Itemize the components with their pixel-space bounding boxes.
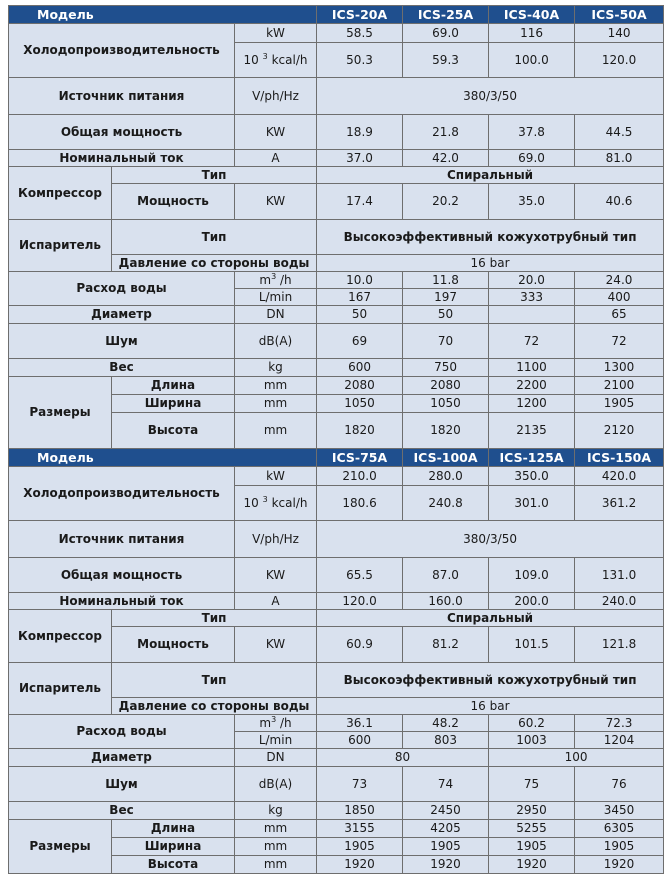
- model-name: ICS-20A: [317, 6, 403, 24]
- value-cell: 70: [403, 324, 489, 359]
- unit-lmin: L/min: [235, 732, 317, 749]
- value-cell: 18.9: [317, 115, 403, 150]
- value-cell: 72.3: [575, 715, 664, 732]
- value-cell: 109.0: [489, 558, 575, 593]
- noise-row: [9, 324, 664, 359]
- type-label: Тип: [112, 663, 317, 698]
- power-label: Мощность: [112, 184, 235, 220]
- unit-m3h: $m^3$ /h: [235, 272, 317, 289]
- value-cell: 72: [489, 324, 575, 359]
- value-cell: 400: [575, 289, 664, 306]
- value-cell: 1920: [575, 856, 664, 874]
- water-pressure-label: Давление со стороны воды: [112, 698, 317, 715]
- value-cell: 1050: [317, 395, 403, 413]
- evaporator-label: Испаритель: [9, 663, 112, 715]
- weight-row: [9, 802, 664, 820]
- unit-kcal: 10 $^3$ kcal/h: [235, 486, 317, 521]
- model-header-row: [9, 6, 664, 24]
- value-cell: 140: [575, 24, 664, 43]
- value-cell: 101.5: [489, 627, 575, 663]
- value-cell: 200.0: [489, 593, 575, 610]
- value-cell: 50: [317, 306, 403, 324]
- value-cell: 65.5: [317, 558, 403, 593]
- value-cell: 24.0: [575, 272, 664, 289]
- value-cell: 10.0: [317, 272, 403, 289]
- value-cell: 3450: [575, 802, 664, 820]
- model-name: ICS-100A: [403, 449, 489, 467]
- value-cell: 44.5: [575, 115, 664, 150]
- value-cell: 2450: [403, 802, 489, 820]
- dimensions-label: Размеры: [9, 820, 112, 874]
- value-cell: 2200: [489, 377, 575, 395]
- unit-kw: KW: [235, 184, 317, 220]
- rated-current-row: [9, 593, 664, 610]
- value-cell: 37.8: [489, 115, 575, 150]
- weight-label: Вес: [9, 359, 235, 377]
- water-pressure-label: Давление со стороны воды: [112, 255, 317, 272]
- value-cell: 42.0: [403, 150, 489, 167]
- model-name: ICS-125A: [489, 449, 575, 467]
- rated-current-row: [9, 150, 664, 167]
- capacity-label: Холодопроизводительность: [9, 24, 235, 78]
- unit-kg: kg: [235, 359, 317, 377]
- compressor-type-value: Спиральный: [317, 610, 664, 627]
- water-flow-m3h-row: [9, 272, 664, 289]
- value-cell: 6305: [575, 820, 664, 838]
- value-cell: 17.4: [317, 184, 403, 220]
- value-cell: 116: [489, 24, 575, 43]
- capacity-label: Холодопроизводительность: [9, 467, 235, 521]
- value-cell: 35.0: [489, 184, 575, 220]
- value-cell: 333: [489, 289, 575, 306]
- value-cell: 301.0: [489, 486, 575, 521]
- value-cell: 120.0: [317, 593, 403, 610]
- length-label: Длина: [112, 377, 235, 395]
- value-cell: 2950: [489, 802, 575, 820]
- model-name: ICS-40A: [489, 6, 575, 24]
- unit-dba: dB(A): [235, 767, 317, 802]
- value-cell: 76: [575, 767, 664, 802]
- rated-current-label: Номинальный ток: [9, 150, 235, 167]
- value-cell: 50: [403, 306, 489, 324]
- value-cell: 37.0: [317, 150, 403, 167]
- value-cell: 1820: [403, 413, 489, 449]
- height-label: Высота: [112, 856, 235, 874]
- value-cell: 87.0: [403, 558, 489, 593]
- rated-current-label: Номинальный ток: [9, 593, 235, 610]
- value-cell: 1300: [575, 359, 664, 377]
- unit-m3h: $m^3$ /h: [235, 715, 317, 732]
- unit-dn: DN: [235, 749, 317, 767]
- value-cell: 11.8: [403, 272, 489, 289]
- value-cell: 600: [317, 359, 403, 377]
- value-cell: 80: [317, 749, 489, 767]
- unit-amp: A: [235, 593, 317, 610]
- type-label: Тип: [112, 220, 317, 255]
- unit-mm: mm: [235, 856, 317, 874]
- value-cell: 1905: [403, 838, 489, 856]
- width-label: Ширина: [112, 395, 235, 413]
- value-cell: 210.0: [317, 467, 403, 486]
- dimensions-label: Размеры: [9, 377, 112, 449]
- value-cell: 36.1: [317, 715, 403, 732]
- value-cell: 72: [575, 324, 664, 359]
- unit-kw: kW: [235, 467, 317, 486]
- noise-label: Шум: [9, 767, 235, 802]
- value-cell: 1905: [575, 838, 664, 856]
- value-cell: [489, 306, 575, 324]
- value-cell: 60.9: [317, 627, 403, 663]
- value-cell: 420.0: [575, 467, 664, 486]
- value-cell: 2080: [317, 377, 403, 395]
- length-label: Длина: [112, 820, 235, 838]
- value-cell: 131.0: [575, 558, 664, 593]
- value-cell: 73: [317, 767, 403, 802]
- value-cell: 58.5: [317, 24, 403, 43]
- weight-row: [9, 359, 664, 377]
- value-cell: 40.6: [575, 184, 664, 220]
- value-cell: 5255: [489, 820, 575, 838]
- power-supply-value: 380/3/50: [317, 521, 664, 558]
- value-cell: 2080: [403, 377, 489, 395]
- value-cell: 240.8: [403, 486, 489, 521]
- value-cell: 69.0: [403, 24, 489, 43]
- power-supply-label: Источник питания: [9, 521, 235, 558]
- unit-mm: mm: [235, 838, 317, 856]
- evaporator-type-value: Высокоэффективный кожухотрубный тип: [317, 220, 664, 255]
- value-cell: 1820: [317, 413, 403, 449]
- type-label: Тип: [112, 610, 317, 627]
- value-cell: 100: [489, 749, 664, 767]
- unit-mm: mm: [235, 820, 317, 838]
- value-cell: 361.2: [575, 486, 664, 521]
- value-cell: 1204: [575, 732, 664, 749]
- type-label: Тип: [112, 167, 317, 184]
- weight-label: Вес: [9, 802, 235, 820]
- value-cell: 600: [317, 732, 403, 749]
- water-pressure-value: 16 bar: [317, 255, 664, 272]
- value-cell: 75: [489, 767, 575, 802]
- compressor-label: Компрессор: [9, 610, 112, 663]
- model-header-row: [9, 449, 664, 467]
- value-cell: 20.0: [489, 272, 575, 289]
- value-cell: 69: [317, 324, 403, 359]
- value-cell: 2135: [489, 413, 575, 449]
- unit-kcal: 10 $^3$ kcal/h: [235, 43, 317, 78]
- value-cell: 1100: [489, 359, 575, 377]
- value-cell: 81.2: [403, 627, 489, 663]
- unit-lmin: L/min: [235, 289, 317, 306]
- evaporator-type-value: Высокоэффективный кожухотрубный тип: [317, 663, 664, 698]
- evaporator-label: Испаритель: [9, 220, 112, 272]
- value-cell: 4205: [403, 820, 489, 838]
- unit-mm: mm: [235, 413, 317, 449]
- model-name: ICS-50A: [575, 6, 664, 24]
- value-cell: 1920: [489, 856, 575, 874]
- model-label: Модель: [9, 6, 317, 24]
- value-cell: 160.0: [403, 593, 489, 610]
- compressor-type-row: [9, 610, 664, 627]
- model-name: ICS-25A: [403, 6, 489, 24]
- diameter-label: Диаметр: [9, 749, 235, 767]
- value-cell: 1905: [317, 838, 403, 856]
- value-cell: 803: [403, 732, 489, 749]
- compressor-type-value: Спиральный: [317, 167, 664, 184]
- spec-table: [8, 5, 664, 874]
- model-label: Модель: [9, 449, 317, 467]
- evaporator-type-row: [9, 663, 664, 698]
- unit-vph: V/ph/Hz: [235, 78, 317, 115]
- width-label: Ширина: [112, 838, 235, 856]
- power-label: Мощность: [112, 627, 235, 663]
- noise-row: [9, 767, 664, 802]
- unit-mm: mm: [235, 395, 317, 413]
- length-row: [9, 820, 664, 838]
- power-supply-row: [9, 521, 664, 558]
- unit-kg: kg: [235, 802, 317, 820]
- water-pressure-value: 16 bar: [317, 698, 664, 715]
- value-cell: 240.0: [575, 593, 664, 610]
- value-cell: 65: [575, 306, 664, 324]
- total-power-label: Общая мощность: [9, 115, 235, 150]
- value-cell: 1050: [403, 395, 489, 413]
- diameter-label: Диаметр: [9, 306, 235, 324]
- value-cell: 1003: [489, 732, 575, 749]
- value-cell: 121.8: [575, 627, 664, 663]
- value-cell: 750: [403, 359, 489, 377]
- capacity-kw-row: [9, 467, 664, 486]
- value-cell: 1200: [489, 395, 575, 413]
- value-cell: 350.0: [489, 467, 575, 486]
- value-cell: 69.0: [489, 150, 575, 167]
- diameter-row: [9, 306, 664, 324]
- model-name: ICS-150A: [575, 449, 664, 467]
- unit-amp: A: [235, 150, 317, 167]
- value-cell: 48.2: [403, 715, 489, 732]
- value-cell: 74: [403, 767, 489, 802]
- water-flow-label: Расход воды: [9, 272, 235, 306]
- unit-kw: KW: [235, 558, 317, 593]
- power-supply-value: 380/3/50: [317, 78, 664, 115]
- value-cell: 1920: [317, 856, 403, 874]
- diameter-row: [9, 749, 664, 767]
- unit-kw: KW: [235, 115, 317, 150]
- water-flow-label: Расход воды: [9, 715, 235, 749]
- value-cell: 100.0: [489, 43, 575, 78]
- value-cell: 2100: [575, 377, 664, 395]
- unit-mm: mm: [235, 377, 317, 395]
- unit-vph: V/ph/Hz: [235, 521, 317, 558]
- value-cell: 59.3: [403, 43, 489, 78]
- unit-dba: dB(A): [235, 324, 317, 359]
- noise-label: Шум: [9, 324, 235, 359]
- water-flow-m3h-row: [9, 715, 664, 732]
- unit-kw: KW: [235, 627, 317, 663]
- power-supply-row: [9, 78, 664, 115]
- value-cell: 3155: [317, 820, 403, 838]
- height-label: Высота: [112, 413, 235, 449]
- value-cell: 2120: [575, 413, 664, 449]
- power-supply-label: Источник питания: [9, 78, 235, 115]
- value-cell: 180.6: [317, 486, 403, 521]
- value-cell: 50.3: [317, 43, 403, 78]
- unit-dn: DN: [235, 306, 317, 324]
- length-row: [9, 377, 664, 395]
- unit-kw: kW: [235, 24, 317, 43]
- value-cell: 21.8: [403, 115, 489, 150]
- model-name: ICS-75A: [317, 449, 403, 467]
- compressor-type-row: [9, 167, 664, 184]
- capacity-kw-row: [9, 24, 664, 43]
- value-cell: 1905: [489, 838, 575, 856]
- value-cell: 120.0: [575, 43, 664, 78]
- value-cell: 1850: [317, 802, 403, 820]
- value-cell: 1920: [403, 856, 489, 874]
- value-cell: 60.2: [489, 715, 575, 732]
- total-power-row: [9, 115, 664, 150]
- value-cell: 280.0: [403, 467, 489, 486]
- value-cell: 1905: [575, 395, 664, 413]
- total-power-row: [9, 558, 664, 593]
- value-cell: 167: [317, 289, 403, 306]
- total-power-label: Общая мощность: [9, 558, 235, 593]
- compressor-label: Компрессор: [9, 167, 112, 220]
- value-cell: 81.0: [575, 150, 664, 167]
- value-cell: 197: [403, 289, 489, 306]
- evaporator-type-row: [9, 220, 664, 255]
- value-cell: 20.2: [403, 184, 489, 220]
